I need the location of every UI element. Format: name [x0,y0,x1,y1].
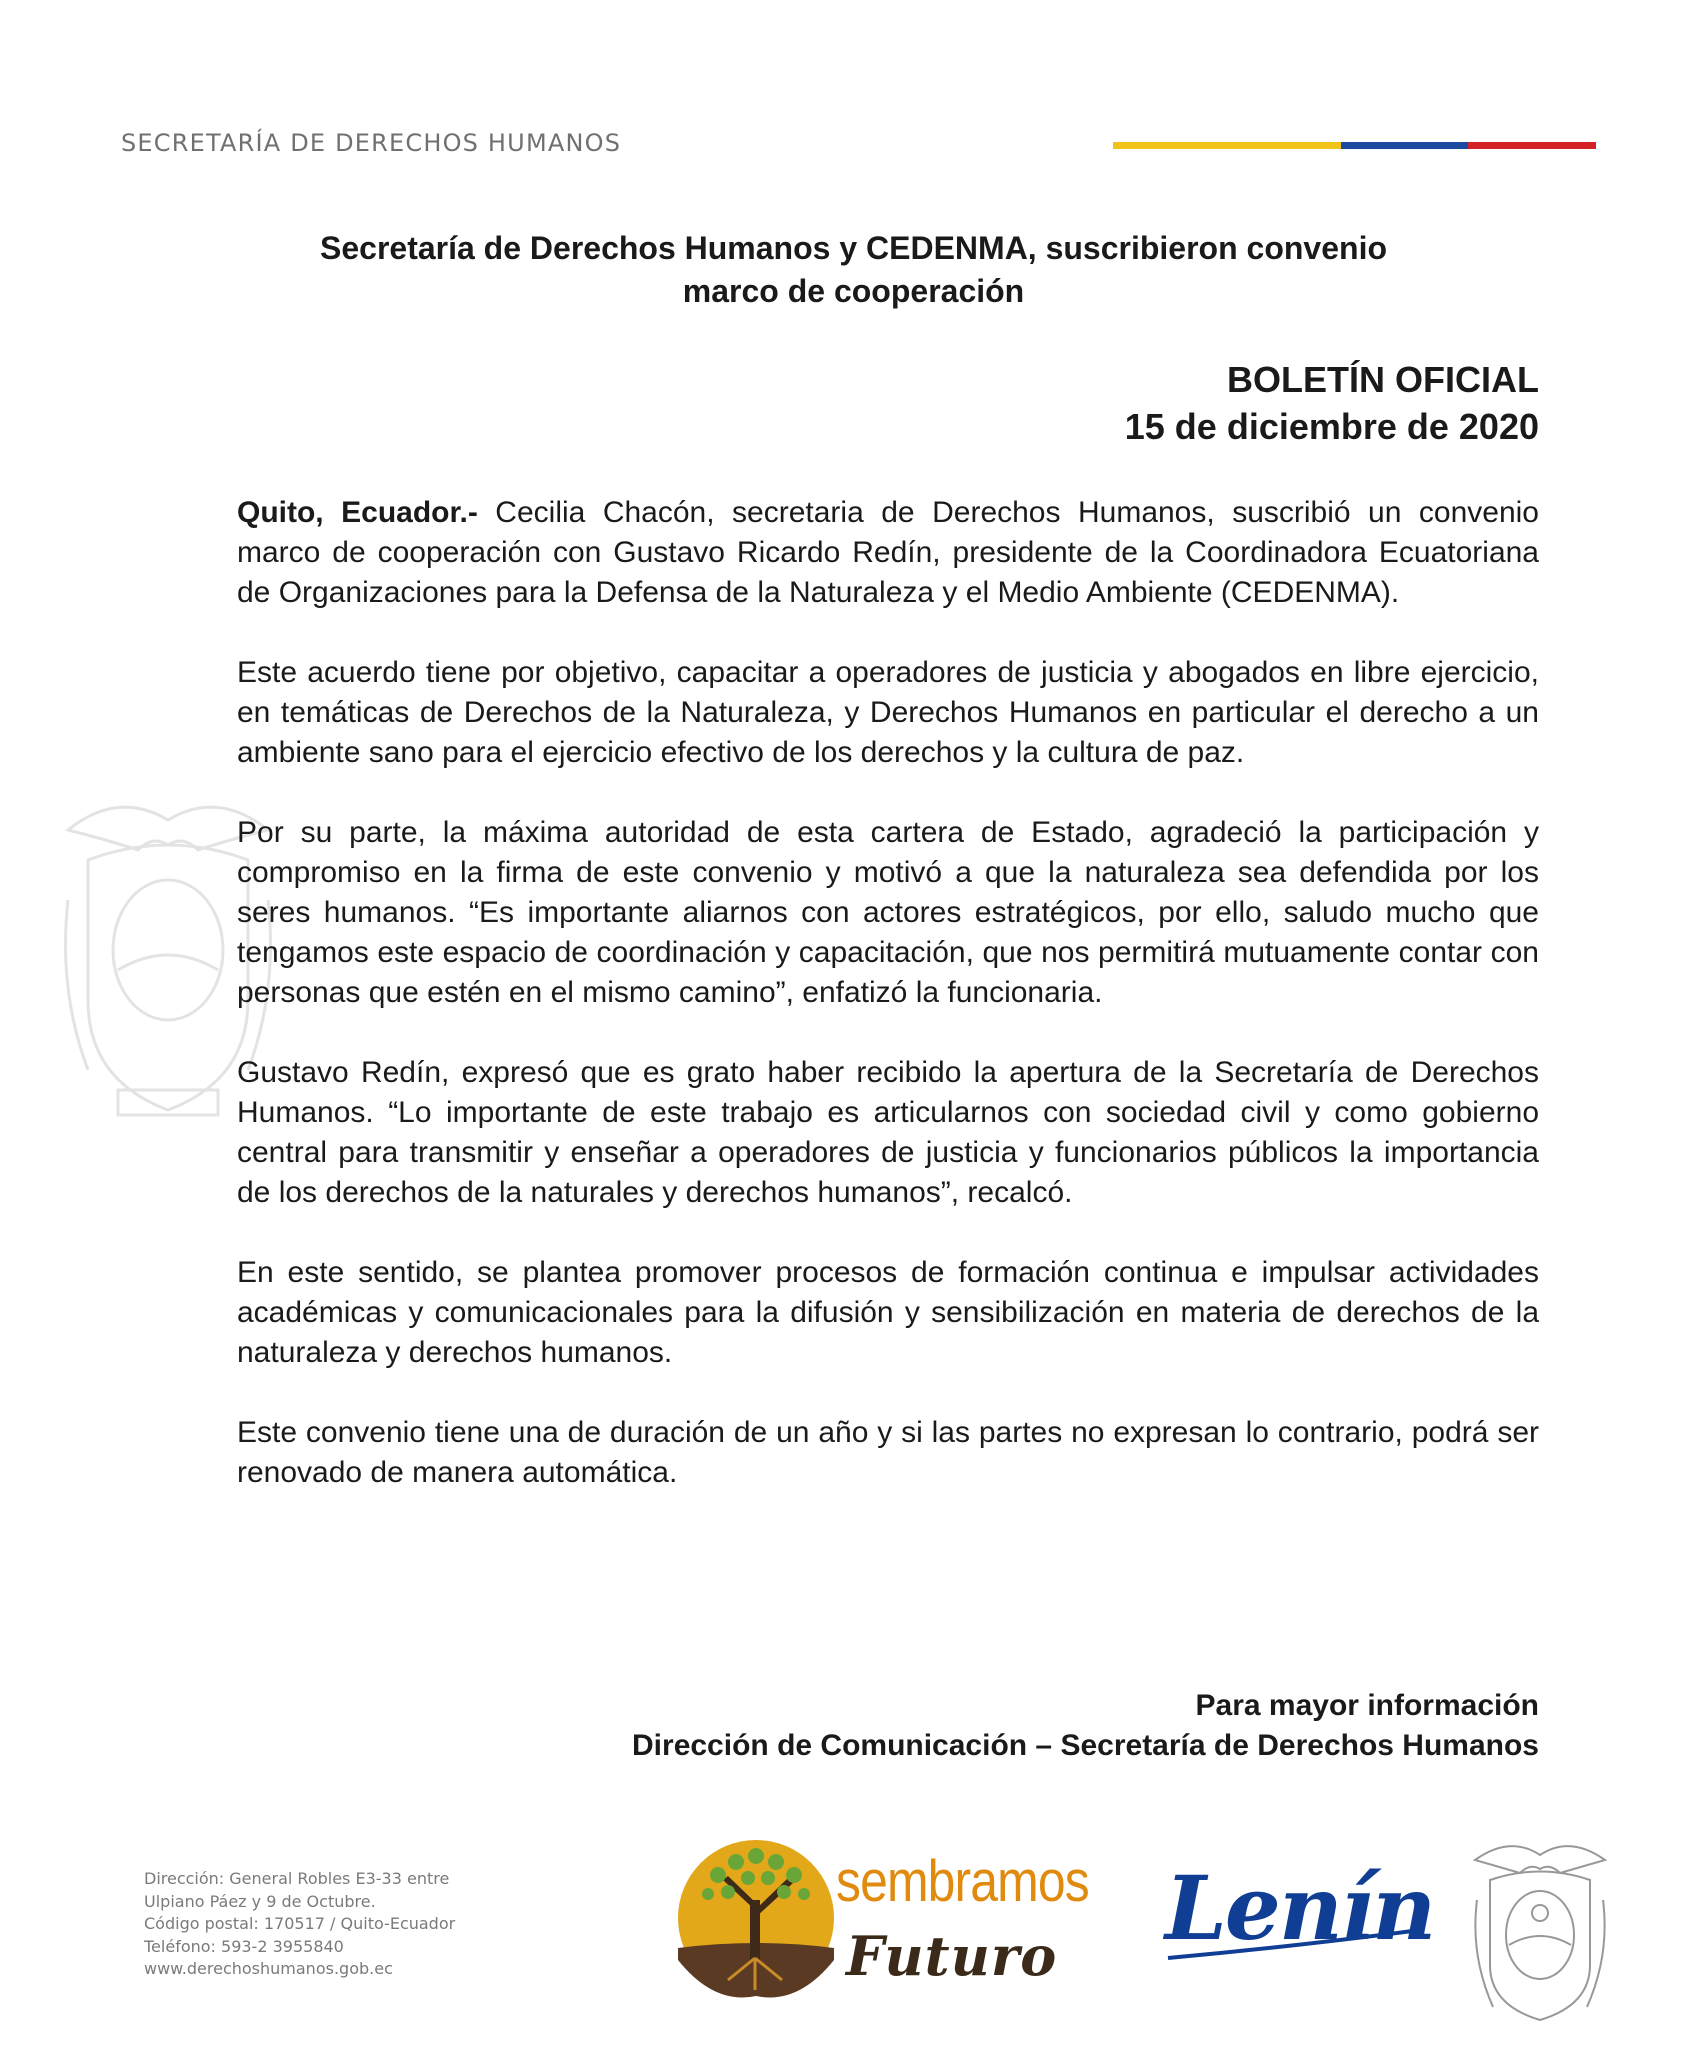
paragraph-4: Gustavo Redín, expresó que es grato haber recibido la apertura de la Secretaría de Derechos Humanos. “Lo importante de este trabajo es articularnos con sociedad civil y como gobierno central para transmitir y enseñar a operadores de justicia y funcionarios públicos la importancia de los derechos de la naturales y derechos humanos”, recalcó. [237,1056,1539,1209]
flag-red-stripe [1468,142,1596,149]
futuro-logo-text: Futuro [846,1924,1058,1988]
bulletin-label: BOLETÍN OFICIAL [1227,359,1539,400]
bulletin-body [237,493,1539,1533]
bulletin-block [1125,356,1539,450]
lenin-logo-text: Lenín [1165,1856,1435,1960]
address-line-3: Código postal: 170517 / Quito-Ecuador [144,1914,456,1933]
address-line-2: Ulpiano Páez y 9 de Octubre. [144,1891,376,1911]
organization-header: SECRETARÍA DE DERECHOS HUMANOS [121,129,622,157]
coat-of-arms-icon [1465,1835,1615,2025]
flag-yellow-stripe [1113,142,1341,149]
paragraph-1 [237,493,1539,613]
paragraph-3: Por su parte, la máxima autoridad de esta cartera de Estado, agradeció la participación y compromiso en la firma de este convenio y motivó a que la naturaleza sea defendida por los seres humanos. “Es importante aliarnos con actores estratégicos, por ello, saludo mucho que tengamos este espacio de coordinación y capacitación, que nos permitirá mutuamente contar con personas que estén en el mismo camino”, enfatizó la funcionaria. [237,816,1539,1009]
paragraph-1-text: Cecilia Chacón, secretaria de Derechos Humanos, suscribió un convenio marco de cooperación con Gustavo Ricardo Redín, presidente de la Coordinadora Ecuatoriana de Organizaciones para la Defensa de la Naturaleza y el Medio Ambiente (CEDENMA). [237,496,1539,609]
paragraph-5: En este sentido, se plantea promover procesos de formación continua e impulsar actividades académicas y comunicacionales para la difusión y sensibilización en materia de derechos de la naturaleza y derechos humanos. [237,1256,1539,1369]
address-website: www.derechoshumanos.gob.ec [144,1959,393,1978]
paragraph-2: Este acuerdo tiene por objetivo, capacitar a operadores de justicia y abogados en libre ejercicio, en temáticas de Derechos de la Naturaleza, y Derechos Humanos en particular el derecho a un ambiente sano para el ejercicio efectivo de los derechos y la cultura de paz. [237,656,1539,769]
contact-block [632,1686,1539,1766]
address-phone: Teléfono: 593-2 3955840 [144,1936,344,1956]
title-line-1: Secretaría de Derechos Humanos y CEDENMA, suscribieron convenio [320,230,1387,266]
lenin-swoosh-icon [1158,1858,1428,1968]
bulletin-date: 15 de diciembre de 2020 [1124,406,1539,447]
contact-line-2: Dirección de Comunicación – Secretaría de Derechos Humanos [632,1729,1539,1762]
contact-line-1: Para mayor información [1195,1689,1539,1722]
title-line-2: marco de cooperación [682,273,1025,309]
footer-address [144,1868,455,1981]
document-title [200,227,1507,313]
paragraph-6: Este convenio tiene una de duración de un año y si las partes no expresan lo contrario, podrá ser renovado de manera automática. [237,1416,1539,1489]
sembramos-logo-text: sembramos [836,1849,1089,1914]
flag-color-bar [1113,142,1596,149]
flag-blue-stripe [1341,142,1468,149]
paragraph-1-lead: Quito, Ecuador.- [237,496,478,529]
address-line-1: Dirección: General Robles E3-33 entre [144,1869,450,1888]
